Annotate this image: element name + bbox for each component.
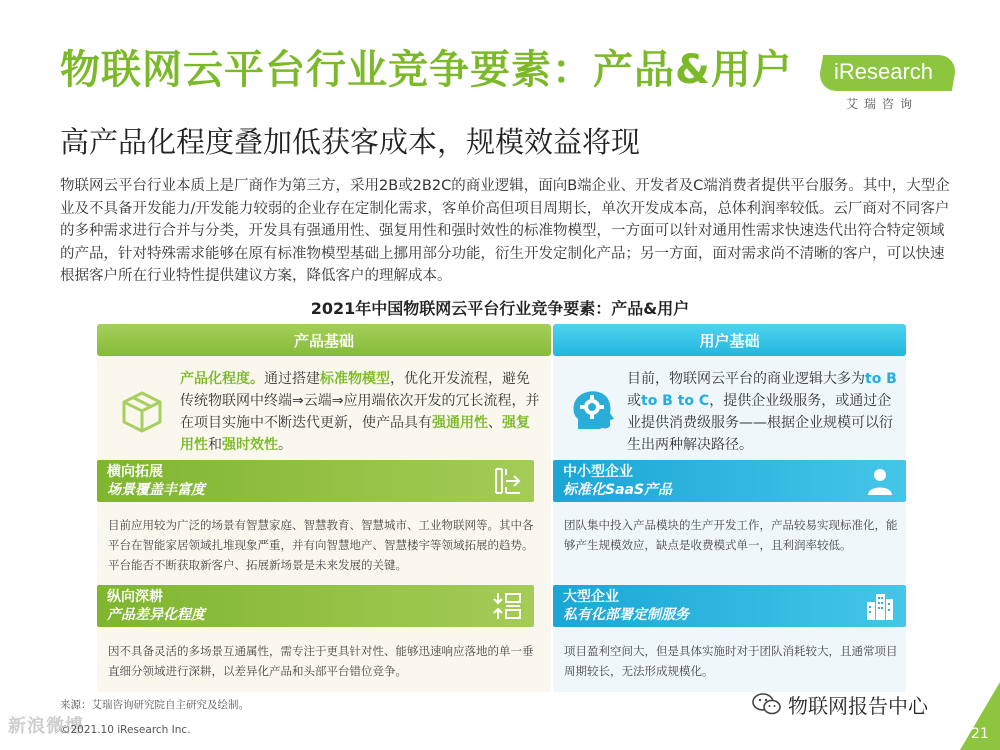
page-subtitle: 高产品化程度叠加低获客成本，规模效益将现 <box>60 125 641 159</box>
user-header: 用户基础 <box>553 324 906 356</box>
user-description <box>627 368 897 456</box>
vertical-title: 纵向深耕 <box>107 589 163 605</box>
logo-cn-text: 艾瑞咨询 <box>846 97 919 111</box>
sme-subtitle: 标准化SaaS产品 <box>563 482 673 498</box>
user-text-3: 或 <box>627 393 641 409</box>
page-number: 21 <box>971 726 989 742</box>
large-title: 大型企业 <box>563 589 619 605</box>
product-text-6: 、 <box>488 415 502 431</box>
horizontal-description: 目前应用较为广泛的场景有智慧家庭、智慧教育、智慧城市、工业物联网等。其中各平台在智能家居领域扎堆现象严重，并有向智慧地产、智慧楼宇等领域拓展的趋势。平台能否不断获取新客户、拓展新场景是未来发展的关键。 <box>108 518 534 572</box>
weibo-watermark: 新浪微博 <box>8 716 84 737</box>
buildings-icon <box>864 590 896 622</box>
product-text-8: 和 <box>208 437 222 453</box>
cube-icon <box>118 388 166 436</box>
vertical-arrows-icon <box>492 590 524 622</box>
vertical-deepening-bar <box>97 585 534 627</box>
person-icon <box>864 465 896 497</box>
wechat-watermark <box>752 690 928 718</box>
product-text-4: ，优化开发流程，避免传统物联网中终端⇒云端⇒应用端依次开发的冗长流程，并在项目实施中不断迭代更新，使产品具有 <box>180 371 540 431</box>
page-title: 物联网云平台行业竞争要素：产品&用户 <box>60 47 793 93</box>
iresearch-logo <box>820 55 960 115</box>
logo-brand-text: iResearch <box>834 59 934 84</box>
user-highlight-1: to B <box>865 371 897 387</box>
intro-paragraph: 物联网云平台行业本质上是厂商作为第三方，采用2B或2B2C的商业逻辑，面向B端企业、开发者及C端消费者提供平台服务。其中，大型企业及不具备开发能力/开发能力较弱的企业存在定制化需求，客单价高但项目周期长，单次开发成本高，总体利润率较低。云厂商对不同客户的多种需求进行合并与分类，开发具有强通用性、强复用性和强时效性的标准物模型，一方面可以针对通用性需求快速迭代出符合特定领域的产品，针对特殊需求能够在原有标准物模型基础上挪用部分功能，衍生开发定制化产品；另一方面，面对需求尚不清晰的客户，可以快速根据客户所在行业特性提供建议方案，降低客户的理解成本。 <box>60 178 950 284</box>
product-description <box>180 368 540 456</box>
user-text-5: ，提供企业级服务，或通过企业提供消费级服务——根据企业规模可以衍生出两种解决路径。 <box>627 393 893 453</box>
expand-icon <box>492 465 524 497</box>
large-description: 项目盈利空间大，但是具体实施时对于团队消耗较大，且通常项目周期较长，无法形成规模化。 <box>564 644 898 678</box>
sme-title: 中小型企业 <box>563 464 633 480</box>
user-text-1: 目前，物联网云平台的商业逻辑大多为 <box>627 371 865 387</box>
wechat-account-name: 物联网报告中心 <box>788 693 928 718</box>
vertical-subtitle: 产品差异化程度 <box>107 607 205 623</box>
product-text-2: 通过搭建 <box>264 371 320 387</box>
copyright: ©2021.10 iResearch Inc. <box>60 724 191 736</box>
product-highlight-4: 强复用性 <box>180 415 530 453</box>
head-gear-icon <box>566 383 618 435</box>
sme-bar <box>553 460 906 502</box>
product-text-10: 。 <box>278 437 292 453</box>
user-highlight-2: to B to C <box>641 393 710 409</box>
wechat-icon <box>752 692 782 716</box>
horizontal-expansion-bar <box>97 460 534 502</box>
vertical-description: 因不具备灵活的多场景互通属性，需专注于更具针对性、能够迅速响应落地的单一垂直细分领域进行深耕，以差异化产品和头部平台错位竞争。 <box>108 644 534 678</box>
large-enterprise-bar <box>553 585 906 627</box>
figure-title: 2021年中国物联网云平台行业竞争要素：产品&用户 <box>310 299 690 318</box>
horizontal-title: 横向拓展 <box>107 464 163 480</box>
large-subtitle: 私有化部署定制服务 <box>563 607 689 623</box>
product-highlight-2: 标准物模型 <box>320 371 390 387</box>
horizontal-subtitle: 场景覆盖丰富度 <box>107 482 205 498</box>
product-highlight-1: 产品化程度。 <box>180 371 264 387</box>
product-highlight-3: 强通用性 <box>432 415 488 431</box>
sme-description: 团队集中投入产品模块的生产开发工作，产品较易实现标准化，能够产生规模效应，缺点是收费模式单一，且利润率较低。 <box>564 518 898 552</box>
product-highlight-5: 强时效性 <box>222 437 278 453</box>
source-note: 来源：艾瑞咨询研究院自主研究及绘制。 <box>60 699 249 711</box>
product-header: 产品基础 <box>97 324 551 356</box>
